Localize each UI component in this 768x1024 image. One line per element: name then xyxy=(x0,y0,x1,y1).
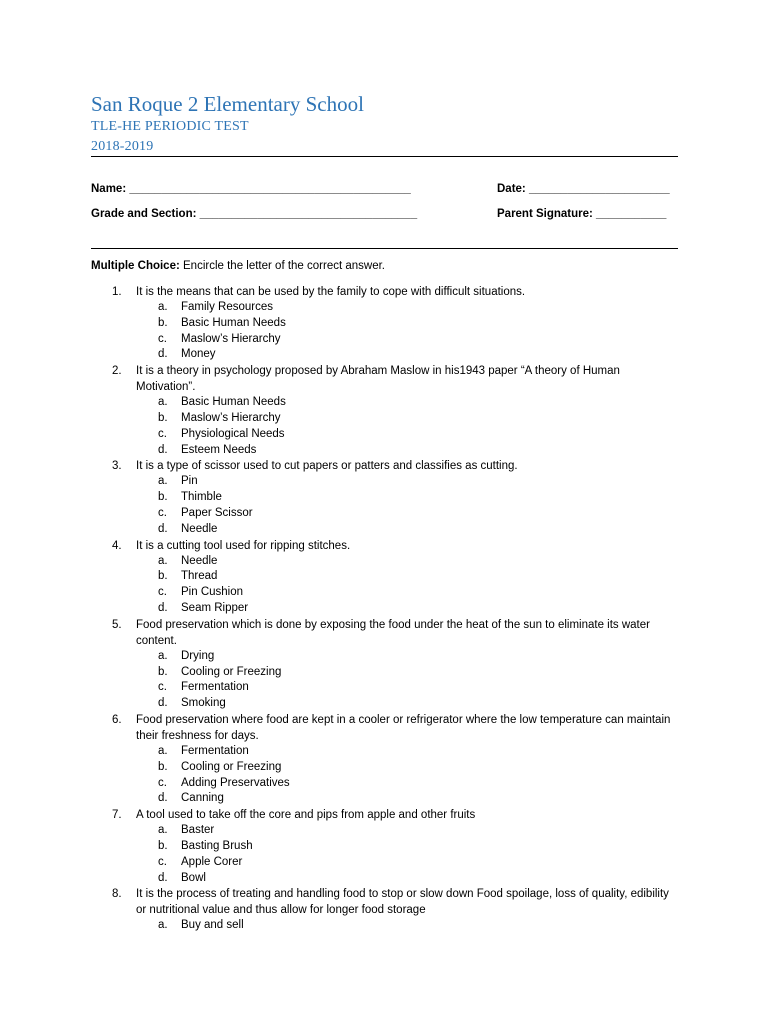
header-divider xyxy=(91,156,678,157)
answer-option[interactable] xyxy=(0,680,768,696)
question-text: It is the means that can be used by the family to cope with difficult situations. xyxy=(136,286,526,298)
option-text: Drying xyxy=(181,649,215,662)
option-text: Needle xyxy=(181,554,218,567)
option-text: Esteem Needs xyxy=(181,443,257,456)
answer-option[interactable] xyxy=(0,427,768,443)
option-text: Pin Cushion xyxy=(181,586,244,599)
question-3 xyxy=(0,458,768,474)
question-text: It is the process of treating and handling food to stop or slow down Food spoilage, loss of quality, edibility or nutritional value and thus allow for longer food storage xyxy=(136,888,669,917)
option-letter: b. xyxy=(158,760,168,773)
option-text: Fermentation xyxy=(181,681,249,694)
answer-option[interactable] xyxy=(0,918,768,934)
option-text: Maslow’s Hierarchy xyxy=(181,332,281,345)
answer-option[interactable] xyxy=(0,791,768,807)
answer-option[interactable] xyxy=(0,554,768,570)
answer-option[interactable] xyxy=(0,871,768,887)
option-letter: d. xyxy=(158,792,168,805)
name-field: Name: ____________________________________________ xyxy=(91,183,411,195)
answer-option[interactable] xyxy=(0,696,768,712)
option-text: Apple Corer xyxy=(181,855,243,868)
option-letter: d. xyxy=(158,871,168,884)
option-text: Seam Ripper xyxy=(181,601,249,614)
option-letter: b. xyxy=(158,491,168,504)
option-letter: d. xyxy=(158,348,168,361)
question-number: 1. xyxy=(112,286,122,298)
question-text: It is a type of scissor used to cut papers or patters and classifies as cutting. xyxy=(136,460,518,473)
option-text: Pin xyxy=(181,475,198,488)
option-letter: a. xyxy=(158,475,168,488)
option-letter: b. xyxy=(158,839,168,852)
option-letter: a. xyxy=(158,301,168,313)
question-8 xyxy=(0,886,768,918)
option-text: Thread xyxy=(181,570,218,583)
question-text: It is a theory in psychology proposed by Abraham Maslow in his1943 paper “A theory of Human Motivation”. xyxy=(136,365,620,394)
grade-section-field: Grade and Section: __________________________________ xyxy=(91,208,418,220)
option-letter: c. xyxy=(158,586,167,599)
school-name: San Roque 2 Elementary School xyxy=(91,92,364,116)
option-letter: a. xyxy=(158,744,168,757)
answer-option[interactable] xyxy=(0,522,768,538)
parent-signature-field: Parent Signature: ___________ xyxy=(497,208,667,220)
option-text: Buy and sell xyxy=(181,919,244,932)
answer-option[interactable] xyxy=(0,300,768,316)
option-text: Needle xyxy=(181,522,218,535)
option-letter: a. xyxy=(158,554,168,567)
date-field: Date: ______________________ xyxy=(497,183,670,195)
option-text: Fermentation xyxy=(181,744,249,757)
question-5 xyxy=(0,617,768,649)
option-letter: d. xyxy=(158,697,168,710)
option-letter: a. xyxy=(158,824,168,837)
answer-option[interactable] xyxy=(0,823,768,839)
question-7 xyxy=(0,807,768,823)
option-text: Adding Preservatives xyxy=(181,776,290,789)
question-6 xyxy=(0,712,768,744)
answer-option[interactable] xyxy=(0,490,768,506)
option-text: Family Resources xyxy=(181,301,274,313)
fields-divider xyxy=(91,248,678,249)
option-text: Thimble xyxy=(181,491,222,504)
option-letter: d. xyxy=(158,443,168,456)
option-text: Basic Human Needs xyxy=(181,316,286,329)
option-letter: d. xyxy=(158,601,168,614)
option-text: Maslow’s Hierarchy xyxy=(181,411,281,424)
answer-option[interactable] xyxy=(0,395,768,411)
answer-option[interactable] xyxy=(0,601,768,617)
question-text: Food preservation which is done by exposing the food under the heat of the sun to eliminate its water content. xyxy=(136,618,650,647)
answer-option[interactable] xyxy=(0,649,768,665)
answer-option[interactable] xyxy=(0,347,768,363)
question-1 xyxy=(0,284,768,300)
answer-option[interactable] xyxy=(0,411,768,427)
answer-option[interactable] xyxy=(0,443,768,459)
answer-option[interactable] xyxy=(0,839,768,855)
answer-option[interactable] xyxy=(0,665,768,681)
question-text: Food preservation where food are kept in a cooler or refrigerator where the low temperature can maintain their freshness for days. xyxy=(136,713,671,742)
question-number: 4. xyxy=(112,539,122,552)
answer-option[interactable] xyxy=(0,776,768,792)
option-letter: d. xyxy=(158,522,168,535)
option-text: Cooling or Freezing xyxy=(181,760,282,773)
option-text: Canning xyxy=(181,792,224,805)
answer-option[interactable] xyxy=(0,316,768,332)
answer-option[interactable] xyxy=(0,474,768,490)
option-letter: a. xyxy=(158,649,168,662)
answer-option[interactable] xyxy=(0,760,768,776)
answer-option[interactable] xyxy=(0,506,768,522)
option-letter: c. xyxy=(158,776,167,789)
test-title: TLE-HE PERIODIC TEST xyxy=(91,119,249,134)
question-number: 5. xyxy=(112,618,122,631)
option-text: Basic Human Needs xyxy=(181,396,286,409)
option-text: Baster xyxy=(181,824,215,837)
option-text: Smoking xyxy=(181,697,226,710)
answer-option[interactable] xyxy=(0,744,768,760)
instructions-label: Multiple Choice: xyxy=(91,260,180,272)
instructions-text: Encircle the letter of the correct answer. xyxy=(179,260,385,272)
option-text: Cooling or Freezing xyxy=(181,665,282,678)
option-letter: c. xyxy=(158,855,167,868)
answer-option[interactable] xyxy=(0,332,768,348)
option-text: Paper Scissor xyxy=(181,506,253,519)
question-list xyxy=(0,284,768,934)
option-letter: b. xyxy=(158,411,168,424)
option-text: Money xyxy=(181,348,216,361)
question-number: 2. xyxy=(112,365,122,378)
question-text: A tool used to take off the core and pips from apple and other fruits xyxy=(136,809,476,822)
option-text: Physiological Needs xyxy=(181,427,285,440)
question-2 xyxy=(0,363,768,395)
option-letter: b. xyxy=(158,665,168,678)
question-text: It is a cutting tool used for ripping stitches. xyxy=(136,539,351,552)
question-number: 6. xyxy=(112,713,122,726)
question-number: 8. xyxy=(112,888,122,901)
option-letter: b. xyxy=(158,316,168,329)
answer-option[interactable] xyxy=(0,585,768,601)
answer-option[interactable] xyxy=(0,855,768,871)
option-letter: a. xyxy=(158,919,168,932)
instructions xyxy=(91,260,385,272)
option-letter: b. xyxy=(158,570,168,583)
option-letter: c. xyxy=(158,506,167,519)
option-letter: a. xyxy=(158,396,168,409)
option-letter: c. xyxy=(158,332,167,345)
question-4 xyxy=(0,538,768,554)
question-number: 7. xyxy=(112,809,122,822)
option-letter: c. xyxy=(158,427,167,440)
option-letter: c. xyxy=(158,681,167,694)
option-text: Bowl xyxy=(181,871,206,884)
school-year: 2018-2019 xyxy=(91,139,154,154)
option-text: Basting Brush xyxy=(181,839,253,852)
question-number: 3. xyxy=(112,460,122,473)
answer-option[interactable] xyxy=(0,569,768,585)
